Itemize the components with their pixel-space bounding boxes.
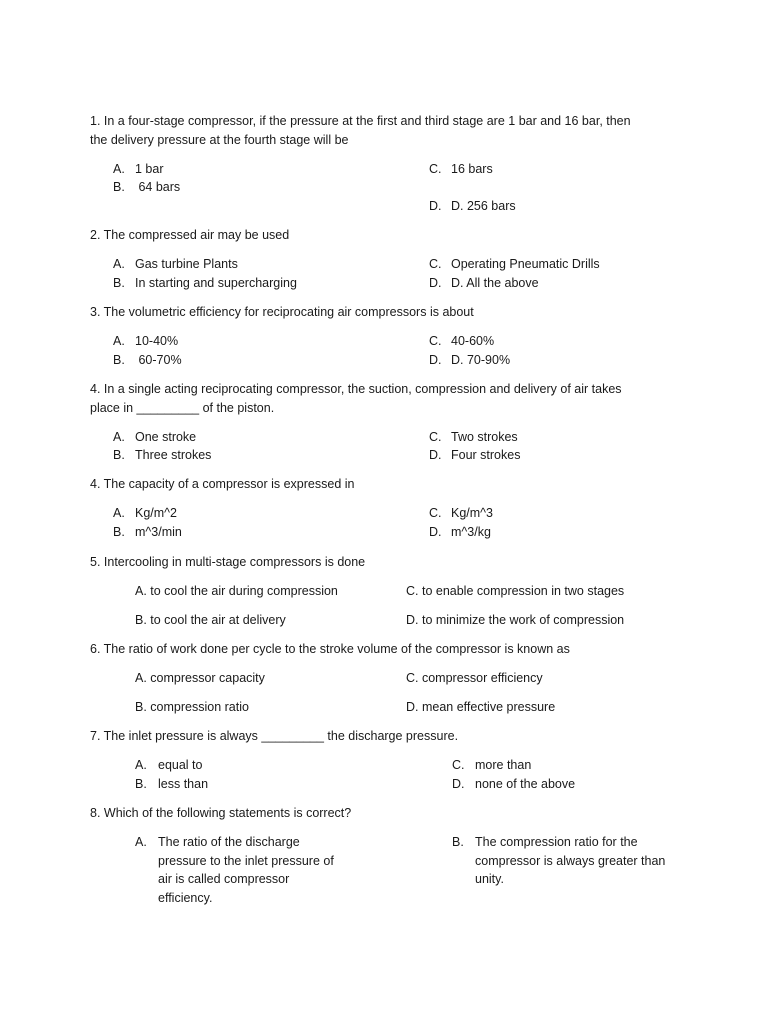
question-4b-text: 4. The capacity of a compressor is expressed in xyxy=(90,477,355,491)
option-text: Two strokes xyxy=(451,430,518,444)
question-1-option-a[interactable] xyxy=(113,160,164,178)
option-letter: C. xyxy=(429,430,442,444)
question-3-option-a[interactable] xyxy=(113,332,178,350)
option-text: less than xyxy=(158,777,209,791)
option-text: more than xyxy=(475,758,532,772)
question-4b-option-b[interactable] xyxy=(113,523,182,541)
question-8-option-a[interactable] xyxy=(135,833,365,907)
option-letter: A. xyxy=(113,162,125,176)
question-4-text-line-1: 4. In a single acting reciprocating compressor, the suction, compression and delivery of air takes xyxy=(90,382,622,396)
option-letter: D. xyxy=(452,777,465,791)
option-text: One stroke xyxy=(135,430,197,444)
question-7-option-a[interactable] xyxy=(135,756,202,774)
option-text: 40-60% xyxy=(451,334,495,348)
option-letter: B. xyxy=(113,276,125,290)
option-text: none of the above xyxy=(475,777,576,791)
option-text: Operating Pneumatic Drills xyxy=(451,257,600,271)
option-letter: A. xyxy=(113,257,125,271)
question-1-text-line-2: the delivery pressure at the fourth stage will be xyxy=(90,133,349,147)
question-4-option-c[interactable] xyxy=(429,428,518,446)
question-4-text-line-2: place in _________ of the piston. xyxy=(90,401,275,415)
question-5-text: 5. Intercooling in multi-stage compressors is done xyxy=(90,555,366,569)
question-5-option-a[interactable]: A. to cool the air during compression xyxy=(135,584,338,598)
option-letter: A. xyxy=(135,758,147,772)
question-8-option-b[interactable] xyxy=(452,833,692,889)
option-text: 64 bars xyxy=(135,180,181,194)
option-text: D. All the above xyxy=(451,276,539,290)
question-7-option-c[interactable] xyxy=(452,756,531,774)
question-4-option-b[interactable] xyxy=(113,446,211,464)
question-7-option-d[interactable] xyxy=(452,775,575,793)
option-letter: A. xyxy=(113,506,125,520)
question-4b-option-c[interactable] xyxy=(429,504,493,522)
question-6-option-b[interactable]: B. compression ratio xyxy=(135,700,249,714)
option-letter: B. xyxy=(113,180,125,194)
question-2-option-c[interactable] xyxy=(429,255,600,273)
question-4b-option-d[interactable] xyxy=(429,523,491,541)
option-text: Gas turbine Plants xyxy=(135,257,238,271)
option-text-line: compressor is always greater than xyxy=(475,853,666,868)
option-letter: C. xyxy=(429,162,442,176)
question-3-text: 3. The volumetric efficiency for reciprocating air compressors is about xyxy=(90,305,474,319)
question-2-option-d[interactable] xyxy=(429,274,539,292)
option-text: m^3/min xyxy=(135,525,182,539)
question-1-option-c[interactable] xyxy=(429,160,493,178)
option-text: 10-40% xyxy=(135,334,179,348)
option-letter: D. xyxy=(429,448,442,462)
question-3-option-d[interactable] xyxy=(429,351,510,369)
option-text: m^3/kg xyxy=(451,525,491,539)
option-text-line: The compression ratio for the xyxy=(475,835,638,849)
option-text: 16 bars xyxy=(451,162,493,176)
option-letter: C. xyxy=(429,334,442,348)
option-text-line: air is called compressor xyxy=(158,872,290,886)
option-text: D. 256 bars xyxy=(451,199,516,213)
question-1-option-d[interactable] xyxy=(429,197,516,215)
option-letter: B. xyxy=(113,353,125,367)
option-letter: D. xyxy=(429,353,442,367)
question-2-option-a[interactable] xyxy=(113,255,238,273)
option-text-line: pressure to the inlet pressure of xyxy=(158,853,334,868)
question-7-text: 7. The inlet pressure is always _________ the discharge pressure. xyxy=(90,729,459,743)
option-text: 60-70% xyxy=(135,353,182,367)
option-text: Kg/m^2 xyxy=(135,506,177,520)
question-6-option-d[interactable]: D. mean effective pressure xyxy=(406,700,556,714)
question-4-option-d[interactable] xyxy=(429,446,520,464)
option-text-line: unity. xyxy=(475,872,504,886)
option-text: In starting and supercharging xyxy=(135,276,297,290)
option-letter: C. xyxy=(452,758,465,772)
question-5-option-d[interactable]: D. to minimize the work of compression xyxy=(406,613,625,627)
option-letter: D. xyxy=(429,199,442,213)
question-2-text: 2. The compressed air may be used xyxy=(90,228,290,242)
question-5-option-c[interactable]: C. to enable compression in two stages xyxy=(406,584,625,598)
option-text: Kg/m^3 xyxy=(451,506,493,520)
question-6-text: 6. The ratio of work done per cycle to the stroke volume of the compressor is known as xyxy=(90,642,570,656)
option-letter: C. xyxy=(429,257,442,271)
question-2-option-b[interactable] xyxy=(113,274,297,292)
option-letter: A. xyxy=(113,334,125,348)
question-8-text: 8. Which of the following statements is correct? xyxy=(90,806,352,820)
option-text-line: The ratio of the discharge xyxy=(158,835,300,849)
option-letter: B. xyxy=(135,777,147,791)
question-6-option-a[interactable]: A. compressor capacity xyxy=(135,671,265,685)
option-letter: B. xyxy=(113,448,125,462)
option-text: equal to xyxy=(158,758,203,772)
question-6-option-c[interactable]: C. compressor efficiency xyxy=(406,671,543,685)
option-text: D. 70-90% xyxy=(451,353,511,367)
option-letter: A. xyxy=(113,430,125,444)
option-letter: D. xyxy=(429,276,442,290)
question-3-option-b[interactable] xyxy=(113,351,182,369)
option-letter: A. xyxy=(135,835,147,849)
question-3-option-c[interactable] xyxy=(429,332,494,350)
question-1-option-b[interactable] xyxy=(113,178,180,196)
question-5-option-b[interactable]: B. to cool the air at delivery xyxy=(135,613,286,627)
question-1-text-line-1: 1. In a four-stage compressor, if the pressure at the first and third stage are 1 bar and 16 bar, then xyxy=(90,114,631,128)
option-text: 1 bar xyxy=(135,162,164,176)
option-text: Four strokes xyxy=(451,448,521,462)
option-letter: B. xyxy=(452,835,464,849)
question-4-option-a[interactable] xyxy=(113,428,196,446)
option-letter: B. xyxy=(113,525,125,539)
question-7-option-b[interactable] xyxy=(135,775,208,793)
question-4b-option-a[interactable] xyxy=(113,504,177,522)
option-text: Three strokes xyxy=(135,448,212,462)
option-text-line: efficiency. xyxy=(158,890,213,905)
option-letter: D. xyxy=(429,525,442,539)
option-letter: C. xyxy=(429,506,442,520)
